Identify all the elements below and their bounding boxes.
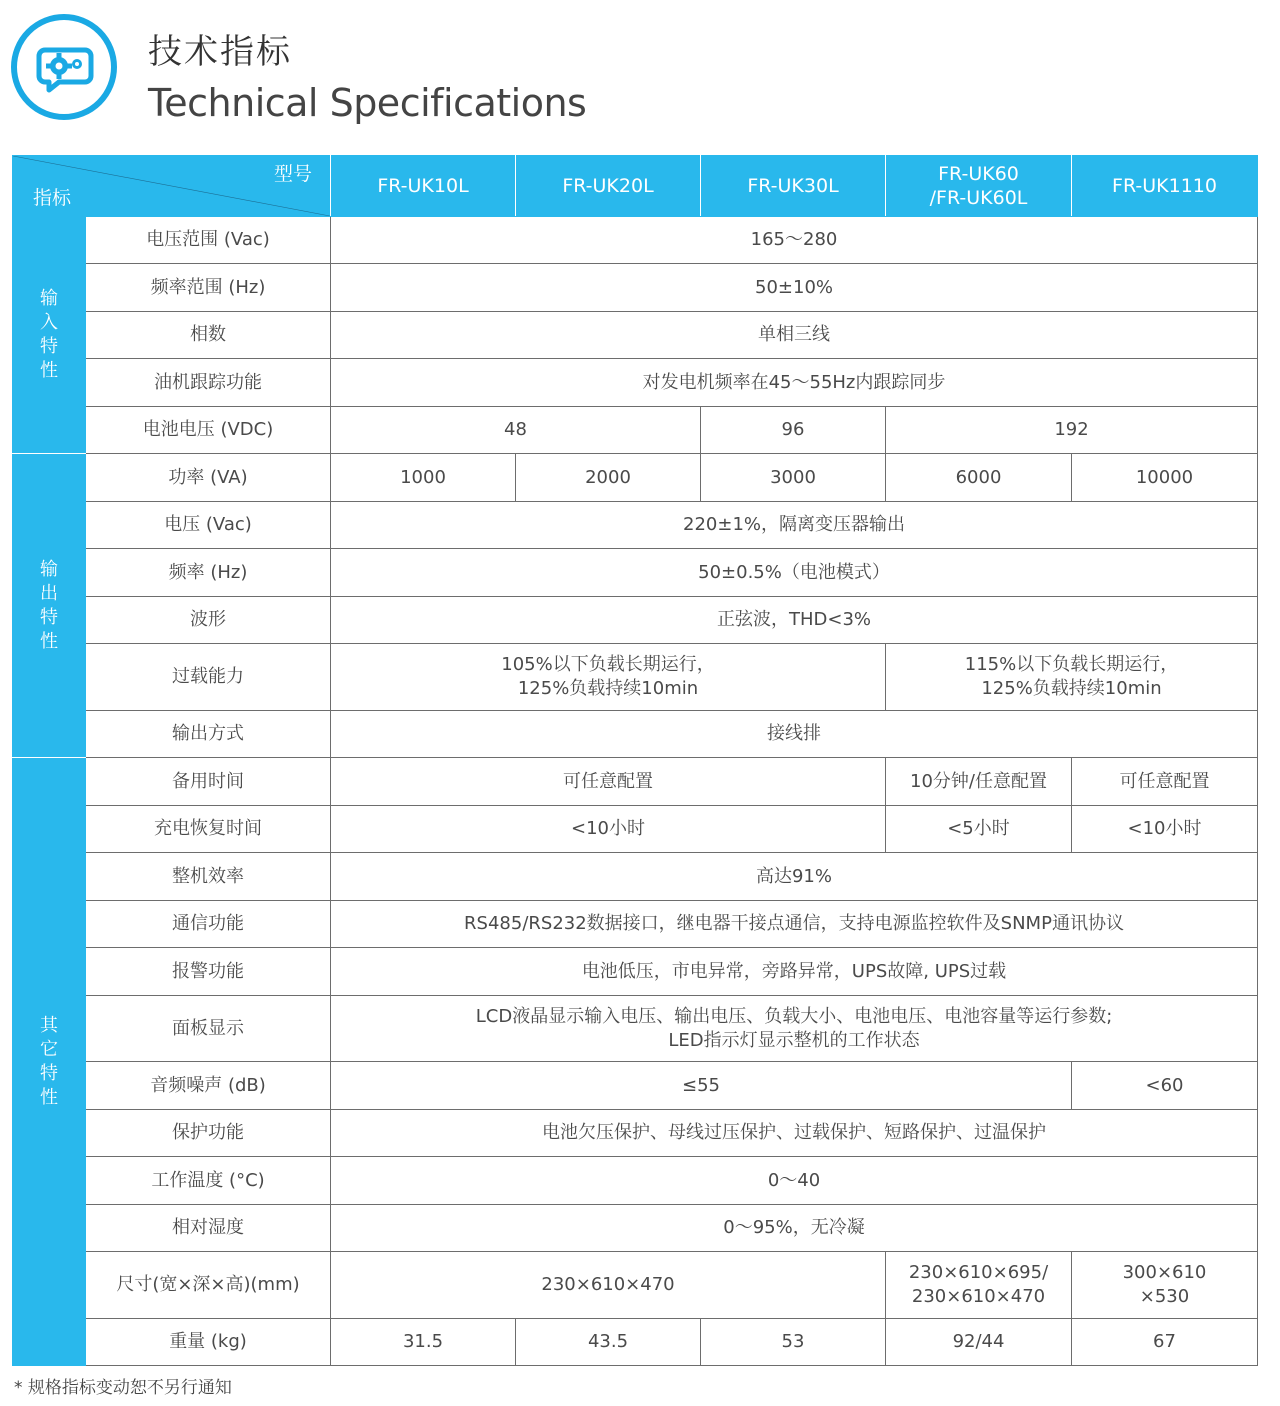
table-row: [13, 948, 1258, 996]
row-value: RS485/RS232数据接口，继电器干接点通信，支持电源监控软件及SNMP通讯协议: [331, 901, 1258, 948]
row-value: 67: [1072, 1319, 1258, 1366]
row-value: 单相三线: [331, 312, 1258, 359]
model-header: FR-UK20L: [516, 156, 701, 217]
header-row: [13, 156, 1258, 217]
row-value: 10000: [1072, 454, 1258, 502]
table-row: [13, 758, 1258, 806]
row-label: 尺寸(宽×深×高)(mm): [86, 1252, 331, 1319]
group-input: 输 入 特 性: [13, 217, 86, 454]
row-value: 31.5: [331, 1319, 516, 1366]
row-value: [1072, 1252, 1258, 1319]
table-row: [13, 853, 1258, 901]
row-label: 音频噪声 (dB): [86, 1062, 331, 1110]
page-title: 技术指标: [148, 32, 292, 72]
row-label: 功率 (VA): [86, 454, 331, 502]
overload-line: 125%负载持续10min: [517, 678, 699, 699]
row-label: 频率 (Hz): [86, 549, 331, 597]
row-label: 相数: [86, 312, 331, 359]
table-row: [13, 1110, 1258, 1157]
row-value: <5小时: [886, 806, 1072, 853]
row-value: 53: [701, 1319, 886, 1366]
row-label: 电池电压 (VDC): [86, 407, 331, 454]
row-value: 92/44: [886, 1319, 1072, 1366]
model-header: FR-UK30L: [701, 156, 886, 217]
table-row: [13, 1157, 1258, 1205]
row-value: 高达91%: [331, 853, 1258, 901]
table-row: [13, 502, 1258, 549]
table-row: [13, 1319, 1258, 1366]
model-header: FR-UK1110: [1072, 156, 1258, 217]
row-label: 通信功能: [86, 901, 331, 948]
spec-table: [12, 155, 1258, 1366]
corner-model-label: 型号: [273, 163, 312, 185]
page-subtitle: Technical Specifications: [148, 81, 587, 125]
row-value: <60: [1072, 1062, 1258, 1110]
row-label: 充电恢复时间: [86, 806, 331, 853]
overload-line: 125%负载持续10min: [981, 678, 1162, 699]
logo: [11, 14, 117, 120]
table-row: [13, 711, 1258, 758]
panel-line: LED指示灯显示整机的工作状态: [668, 1029, 920, 1051]
row-value: 0～95%，无冷凝: [331, 1205, 1258, 1252]
row-value: 接线排: [331, 711, 1258, 758]
row-value: 230×610×470: [331, 1252, 886, 1319]
row-value: 6000: [886, 454, 1072, 502]
row-value: [886, 1252, 1072, 1319]
row-value: 3000: [701, 454, 886, 502]
row-value: 正弦波，THD<3%: [331, 597, 1258, 644]
dimension-line: 230×610×470: [911, 1286, 1046, 1307]
table-row: [13, 597, 1258, 644]
table-row: [13, 806, 1258, 853]
row-value: 10分钟/任意配置: [886, 758, 1072, 806]
row-value: 96: [701, 407, 886, 454]
overload-line: 105%以下负载长期运行，: [501, 654, 715, 675]
table-row: [13, 1205, 1258, 1252]
table-row: [13, 359, 1258, 407]
gear-chat-icon: [17, 20, 111, 114]
row-label: 重量 (kg): [86, 1319, 331, 1366]
row-label: 备用时间: [86, 758, 331, 806]
row-label: 工作温度 (°C): [86, 1157, 331, 1205]
dimension-line: 230×610×695/: [908, 1262, 1049, 1283]
row-value: <10小时: [331, 806, 886, 853]
row-value: [331, 996, 1258, 1062]
row-label: 油机跟踪功能: [86, 359, 331, 407]
row-value: 50±10%: [331, 264, 1258, 312]
row-label: 保护功能: [86, 1110, 331, 1157]
table-row: [13, 549, 1258, 597]
table-row: [13, 996, 1258, 1062]
row-label: 整机效率: [86, 853, 331, 901]
table-row: [13, 217, 1258, 264]
row-label: 频率范围 (Hz): [86, 264, 331, 312]
row-value: 2000: [516, 454, 701, 502]
row-label: 电压范围 (Vac): [86, 217, 331, 264]
row-label: 相对湿度: [86, 1205, 331, 1252]
table-row: [13, 1062, 1258, 1110]
dimension-line: 300×610: [1122, 1262, 1207, 1283]
page-header: [0, 0, 1280, 150]
row-value: 0～40: [331, 1157, 1258, 1205]
row-value: 43.5: [516, 1319, 701, 1366]
row-value: 165～280: [331, 217, 1258, 264]
overload-line: 115%以下负载长期运行，: [964, 654, 1179, 675]
row-label: 电压 (Vac): [86, 502, 331, 549]
table-row: [13, 407, 1258, 454]
row-value: <10小时: [1072, 806, 1258, 853]
table-row: [13, 312, 1258, 359]
row-value: 50±0.5%（电池模式）: [331, 549, 1258, 597]
row-value: 可任意配置: [331, 758, 886, 806]
row-value: [886, 644, 1258, 711]
row-value: ≤55: [331, 1062, 1072, 1110]
row-value: 48: [331, 407, 701, 454]
table-row: [13, 264, 1258, 312]
row-label: 输出方式: [86, 711, 331, 758]
row-value: 可任意配置: [1072, 758, 1258, 806]
row-value: 电池低压，市电异常，旁路异常，UPS故障, UPS过载: [331, 948, 1258, 996]
model-header: FR-UK60 /FR-UK60L: [886, 156, 1072, 217]
group-output: 输 出 特 性: [13, 454, 86, 758]
row-label: 过载能力: [86, 644, 331, 711]
group-other: 其 它 特 性: [13, 758, 86, 1366]
row-value: 220±1%，隔离变压器输出: [331, 502, 1258, 549]
table-row: [13, 1252, 1258, 1319]
row-label: 面板显示: [86, 996, 331, 1062]
dimension-line: ×530: [1139, 1286, 1190, 1307]
row-value: 电池欠压保护、母线过压保护、过载保护、短路保护、过温保护: [331, 1110, 1258, 1157]
row-value: [331, 644, 886, 711]
panel-line: LCD液晶显示输入电压、输出电压、负载大小、电池电压、电池容量等运行参数;: [475, 1005, 1113, 1027]
table-row: [13, 454, 1258, 502]
row-label: 报警功能: [86, 948, 331, 996]
corner-cell: [13, 156, 331, 217]
corner-spec-label: 指标: [33, 187, 72, 209]
table-row: [13, 901, 1258, 948]
row-label: 波形: [86, 597, 331, 644]
model-header: FR-UK10L: [331, 156, 516, 217]
table-row: [13, 644, 1258, 711]
row-value: 对发电机频率在45～55Hz内跟踪同步: [331, 359, 1258, 407]
footnote: * 规格指标变动恕不另行通知: [14, 1378, 232, 1398]
row-value: 192: [886, 407, 1258, 454]
row-value: 1000: [331, 454, 516, 502]
